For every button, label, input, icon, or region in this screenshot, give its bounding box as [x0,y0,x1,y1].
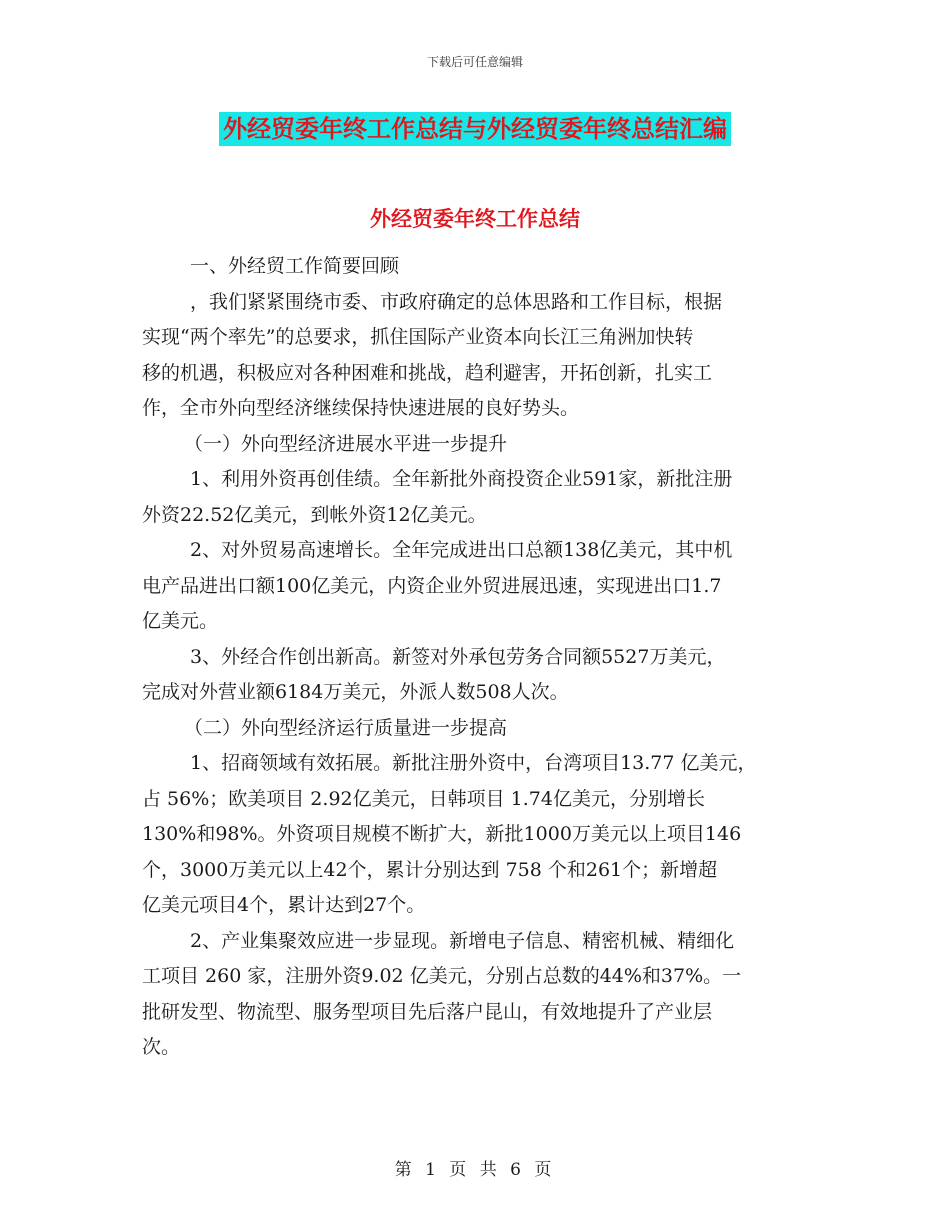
paragraph-line: 作，全市外向型经济继续保持快速进展的良好势头。 [142,397,580,419]
paragraph-line: 批研发型、物流型、服务型项目先后落户昆山，有效地提升了产业层 [142,1000,713,1023]
paragraph-line: 3、外经合作创出新高。新签对外承包劳务合同额5527万美元， [190,645,726,668]
main-title [0,112,950,146]
paragraph-line: 130%和98%。外资项目规模不断扩大，新批1000万美元以上项目146 [142,823,742,845]
paragraph-line: 个，3000万美元以上42个，累计分别达到 758 个和261个；新增超 [142,858,718,881]
paragraph-line: 占 56%；欧美项目 2.92亿美元，日韩项目 1.74亿美元，分别增长 [142,787,705,810]
paragraph-line: 亿美元项目4个，累计达到27个。 [142,894,426,916]
subsection-heading: （一）外向型经济进展水平进一步提升 [184,432,508,455]
paragraph-line: ，我们紧紧围绕市委、市政府确定的总体思路和工作目标，根据 [190,290,723,313]
main-title-text: 外经贸委年终工作总结与外经贸委年终总结汇编 [219,112,731,146]
paragraph-line: 工项目 260 家，注册外资9.02 亿美元，分别占总数的44%和37%。一 [142,965,742,987]
paragraph-line: 2、产业集聚效应进一步显现。新增电子信息、精密机械、精细化 [190,929,735,952]
paragraph-line: 电产品进出口额100亿美元，内资企业外贸进展迅速，实现进出口1.7 [142,574,722,597]
section-heading: 一、外经贸工作简要回顾 [190,255,400,277]
paragraph-line: 1、招商领域有效拓展。新批注册外资中，台湾项目13.77 亿美元， [190,752,757,774]
paragraph-line: 2、对外贸易高速增长。全年完成进出口总额138亿美元，其中机 [190,539,733,561]
subsection-heading: （二）外向型经济运行质量进一步提高 [184,716,508,739]
paragraph-line: 1、利用外资再创佳绩。全年新批外商投资企业591家，新批注册 [190,468,733,490]
sub-title: 外经贸委年终工作总结 [370,207,580,231]
paragraph-line: 完成对外营业额6184万美元，外派人数508人次。 [142,681,569,703]
document-body [142,249,822,1066]
page-footer: 第 1 页 共 6 页 [394,1160,556,1180]
paragraph-line: 实现“两个率先”的总要求，抓住国际产业资本向长江三角洲加快转 [142,326,694,348]
header-note: 下载后可任意编辑 [426,55,523,69]
paragraph-line: 移的机遇，积极应对各种困难和挑战，趋利避害，开拓创新，扎实工 [142,361,713,384]
paragraph-line: 亿美元。 [142,610,219,632]
paragraph-line: 次。 [142,1036,181,1058]
paragraph-line: 外资22.52亿美元，到帐外资12亿美元。 [142,503,487,526]
